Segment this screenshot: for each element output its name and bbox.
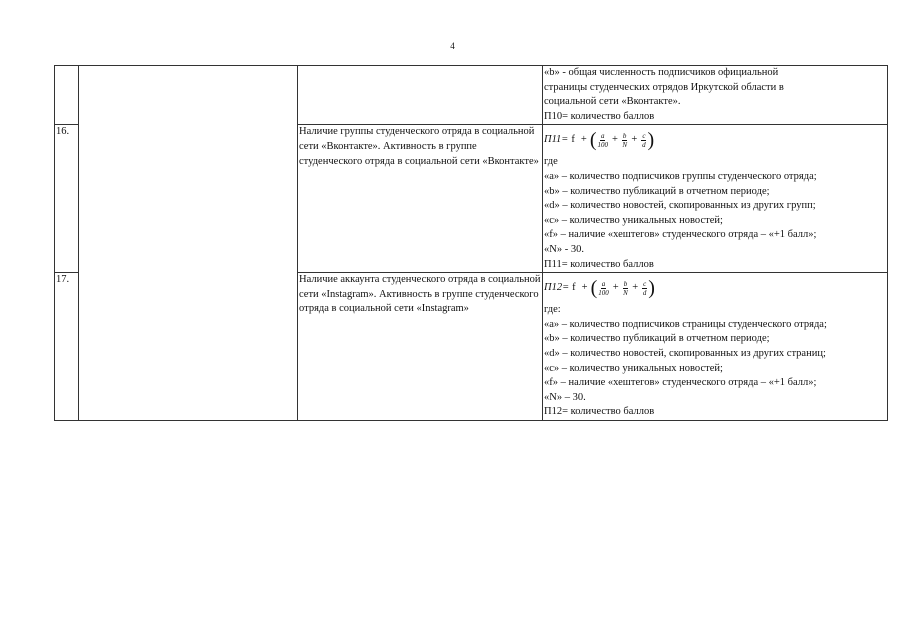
fraction-b: $\frac{b}{N}$ [622, 131, 627, 149]
description-line: П11= количество баллов [544, 258, 654, 270]
description-line: где [544, 156, 558, 168]
description-line: «d» – количество новостей, скопированных из других групп; [544, 200, 816, 212]
description-line: социальной сети «Вконтакте». [544, 96, 681, 108]
fraction-b: $\frac{b}{N}$ [623, 279, 628, 297]
description-line: «b» – количество публикаций в отчетном периоде; [544, 185, 770, 197]
fraction-c: $\frac{c}{d}$ [642, 131, 646, 149]
empty-column-cell [79, 66, 298, 421]
description-line: где: [544, 304, 561, 316]
criterion-cell: Наличие аккаунта студенческого отряда в социальной сети «Instagram». Активность в группе студенческого отряда в социальной сети «Instagram» [298, 273, 543, 421]
description-cell [543, 273, 888, 421]
description-line: «d» – количество новостей, скопированных из других страниц; [544, 347, 826, 359]
fraction-a: $\frac{a}{100}$ [598, 279, 609, 297]
fraction-c: $\frac{c}{d}$ [642, 279, 647, 297]
formula-f: f [571, 134, 575, 146]
description-line: «a» – количество подписчиков группы студенческого отряда; [544, 170, 817, 182]
description-line: «b» – количество публикаций в отчетном периоде; [544, 333, 770, 345]
criterion-cell [298, 66, 543, 125]
description-line: «f» – наличие «хештегов» студенческого отряда – «+1 балл»; [544, 377, 817, 389]
description-line: «a» – количество подписчиков страницы студенческого отряда; [544, 318, 827, 330]
criteria-table [54, 65, 888, 421]
page-number: 4 [450, 41, 455, 51]
description-line: «f» – наличие «хештегов» студенческого отряда – «+1 балл»; [544, 229, 817, 241]
formula-label: П11= [544, 134, 569, 146]
criterion-cell: Наличие группы студенческого отряда в социальной сети «Вконтакте». Активность в группе студенческого отряда в социальной сети «Вконтакте» [298, 125, 543, 273]
row-number [55, 66, 79, 125]
formula-label: П12= [544, 281, 570, 293]
formula-f: f [572, 281, 576, 293]
description-cell [543, 66, 888, 125]
table-row [55, 66, 888, 125]
description-line: «c» – количество уникальных новостей; [544, 362, 723, 374]
fraction-a: $\frac{a}{100}$ [597, 131, 608, 149]
description-line: «c» – количество уникальных новостей; [544, 214, 723, 226]
description-line: П12= количество баллов [544, 406, 655, 418]
description-line: страницы студенческих отрядов Иркутской области в [544, 81, 784, 93]
description-line: «b» - общая численность подписчиков официальной [544, 67, 779, 78]
description-cell [543, 125, 888, 273]
formula: П11= f + ( $\frac{a}{100}$ + $\frac{b}{N}$ + $\frac{c}{d}$ ) [544, 129, 655, 152]
description-line: «N» - 30. [544, 243, 584, 255]
row-number: 17. [55, 273, 79, 421]
description-line: П10= количество баллов [544, 110, 655, 122]
formula: П12= f + ( $\frac{a}{100}$ + $\frac{b}{N}$ + $\frac{c}{d}$ ) [544, 277, 655, 300]
row-number: 16. [55, 125, 79, 273]
description-line: «N» – 30. [544, 391, 586, 403]
